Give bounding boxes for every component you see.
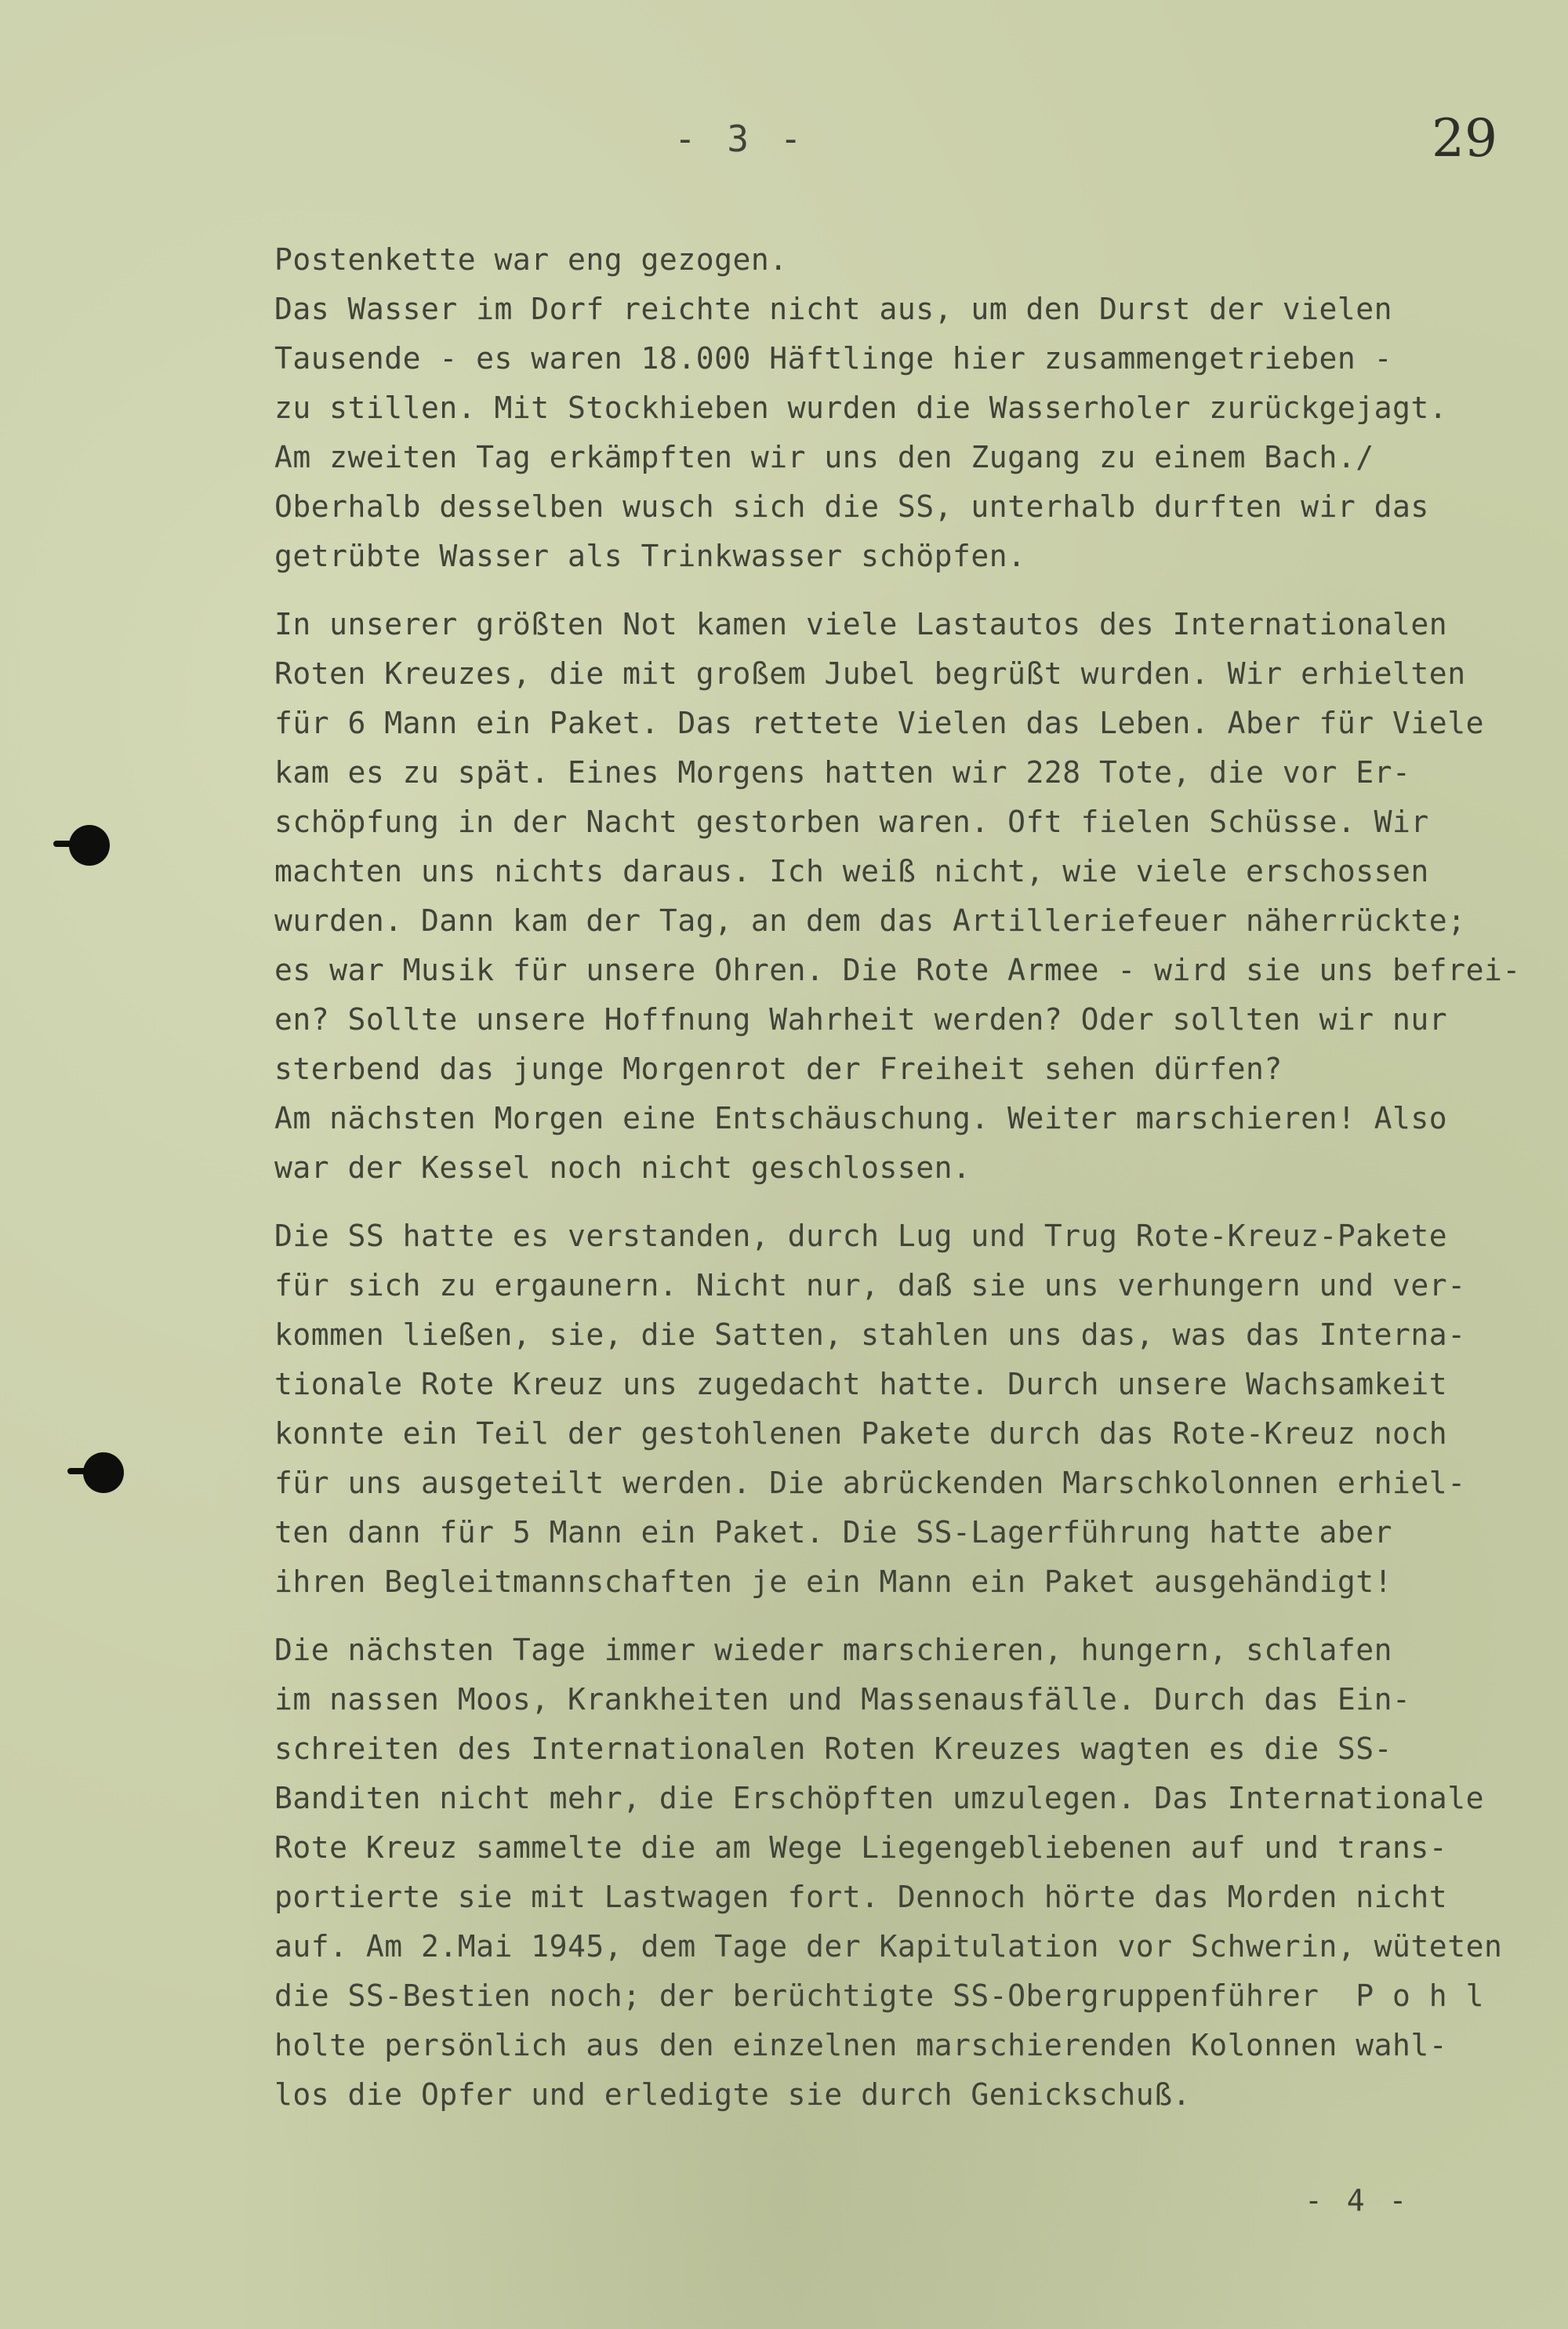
text-line: schreiten des Internationalen Roten Kreuzes wagten es die SS- [274,1731,1393,1766]
text-line: für uns ausgeteilt werden. Die abrückenden Marschkolonnen erhiel- [274,1466,1466,1500]
paragraph [274,235,1568,581]
text-line: getrübte Wasser als Trinkwasser schöpfen. [274,539,1026,573]
text-line: Oberhalb desselben wusch sich die SS, unterhalb durften wir das [274,489,1429,524]
text-line: für sich zu ergaunern. Nicht nur, daß sie uns verhungern und ver- [274,1268,1466,1303]
text-line: es war Musik für unsere Ohren. Die Rote Armee - wird sie uns befrei- [274,953,1521,987]
text-line: für 6 Mann ein Paket. Das rettete Vielen das Leben. Aber für Viele [274,706,1484,740]
text-line: auf. Am 2.Mai 1945, dem Tage der Kapitulation vor Schwerin, wüteten [274,1929,1503,1964]
text-line: Am zweiten Tag erkämpften wir uns den Zugang zu einem Bach./ [274,440,1374,474]
text-line: portierte sie mit Lastwagen fort. Dennoch hörte das Morden nicht [274,1880,1448,1914]
body-text [274,235,1568,2138]
text-line: war der Kessel noch nicht geschlossen. [274,1150,971,1185]
text-line: los die Opfer und erledigte sie durch Genickschuß. [274,2077,1191,2112]
text-line: kommen ließen, sie, die Satten, stahlen uns das, was das Interna- [274,1317,1466,1352]
paragraph [274,1212,1568,1607]
text-line: tionale Rote Kreuz uns zugedacht hatte. Durch unsere Wachsamkeit [274,1367,1448,1401]
punch-hole-top [69,825,110,866]
text-line: Rote Kreuz sammelte die am Wege Liegengebliebenen auf und trans- [274,1830,1448,1865]
text-line: en? Sollte unsere Hoffnung Wahrheit werden? Oder sollten wir nur [274,1002,1448,1037]
punch-hole-bottom [83,1452,124,1493]
page-number: - 3 - [674,118,807,160]
text-line: kam es zu spät. Eines Morgens hatten wir 228 Tote, die vor Er- [274,755,1411,790]
text-line: Am nächsten Morgen eine Entschäuschung. Weiter marschieren! Also [274,1101,1448,1135]
archive-number: 29 [1432,108,1497,169]
text-line: zu stillen. Mit Stockhieben wurden die Wasserholer zurückgejagt. [274,391,1448,425]
text-line: machten uns nichts daraus. Ich weiß nicht, wie viele erschossen [274,854,1429,888]
text-line: ihren Begleitmannschaften je ein Mann ein Paket ausgehändigt! [274,1564,1393,1599]
paragraph [274,1626,1568,2120]
text-line: schöpfung in der Nacht gestorben waren. Oft fielen Schüsse. Wir [274,805,1429,839]
text-line: Tausende - es waren 18.000 Häftlinge hier zusammengetrieben - [274,341,1393,376]
text-line: Das Wasser im Dorf reichte nicht aus, um den Durst der vielen [274,292,1393,326]
next-page-marker: - 4 - [1305,2183,1410,2218]
text-line: holte persönlich aus den einzelnen marschierenden Kolonnen wahl- [274,2028,1448,2062]
text-line: Postenkette war eng gezogen. [274,242,788,277]
text-line: Die SS hatte es verstanden, durch Lug und Trug Rote-Kreuz-Pakete [274,1219,1448,1253]
text-line: die SS-Bestien noch; der berüchtigte SS-Obergruppenführer P o h l [274,1978,1484,2013]
text-line: ten dann für 5 Mann ein Paket. Die SS-Lagerführung hatte aber [274,1515,1393,1550]
text-line: Roten Kreuzes, die mit großem Jubel begrüßt wurden. Wir erhielten [274,656,1466,691]
text-line: konnte ein Teil der gestohlenen Pakete durch das Rote-Kreuz noch [274,1416,1448,1451]
text-line: Die nächsten Tage immer wieder marschieren, hungern, schlafen [274,1633,1393,1667]
text-line: im nassen Moos, Krankheiten und Massenausfälle. Durch das Ein- [274,1682,1411,1717]
paragraph [274,600,1568,1193]
text-line: wurden. Dann kam der Tag, an dem das Artilleriefeuer näherrückte; [274,903,1466,938]
text-line: Banditen nicht mehr, die Erschöpften umzulegen. Das Internationale [274,1781,1484,1815]
text-line: sterbend das junge Morgenrot der Freiheit sehen dürfen? [274,1052,1283,1086]
text-line: In unserer größten Not kamen viele Lastautos des Internationalen [274,607,1448,641]
